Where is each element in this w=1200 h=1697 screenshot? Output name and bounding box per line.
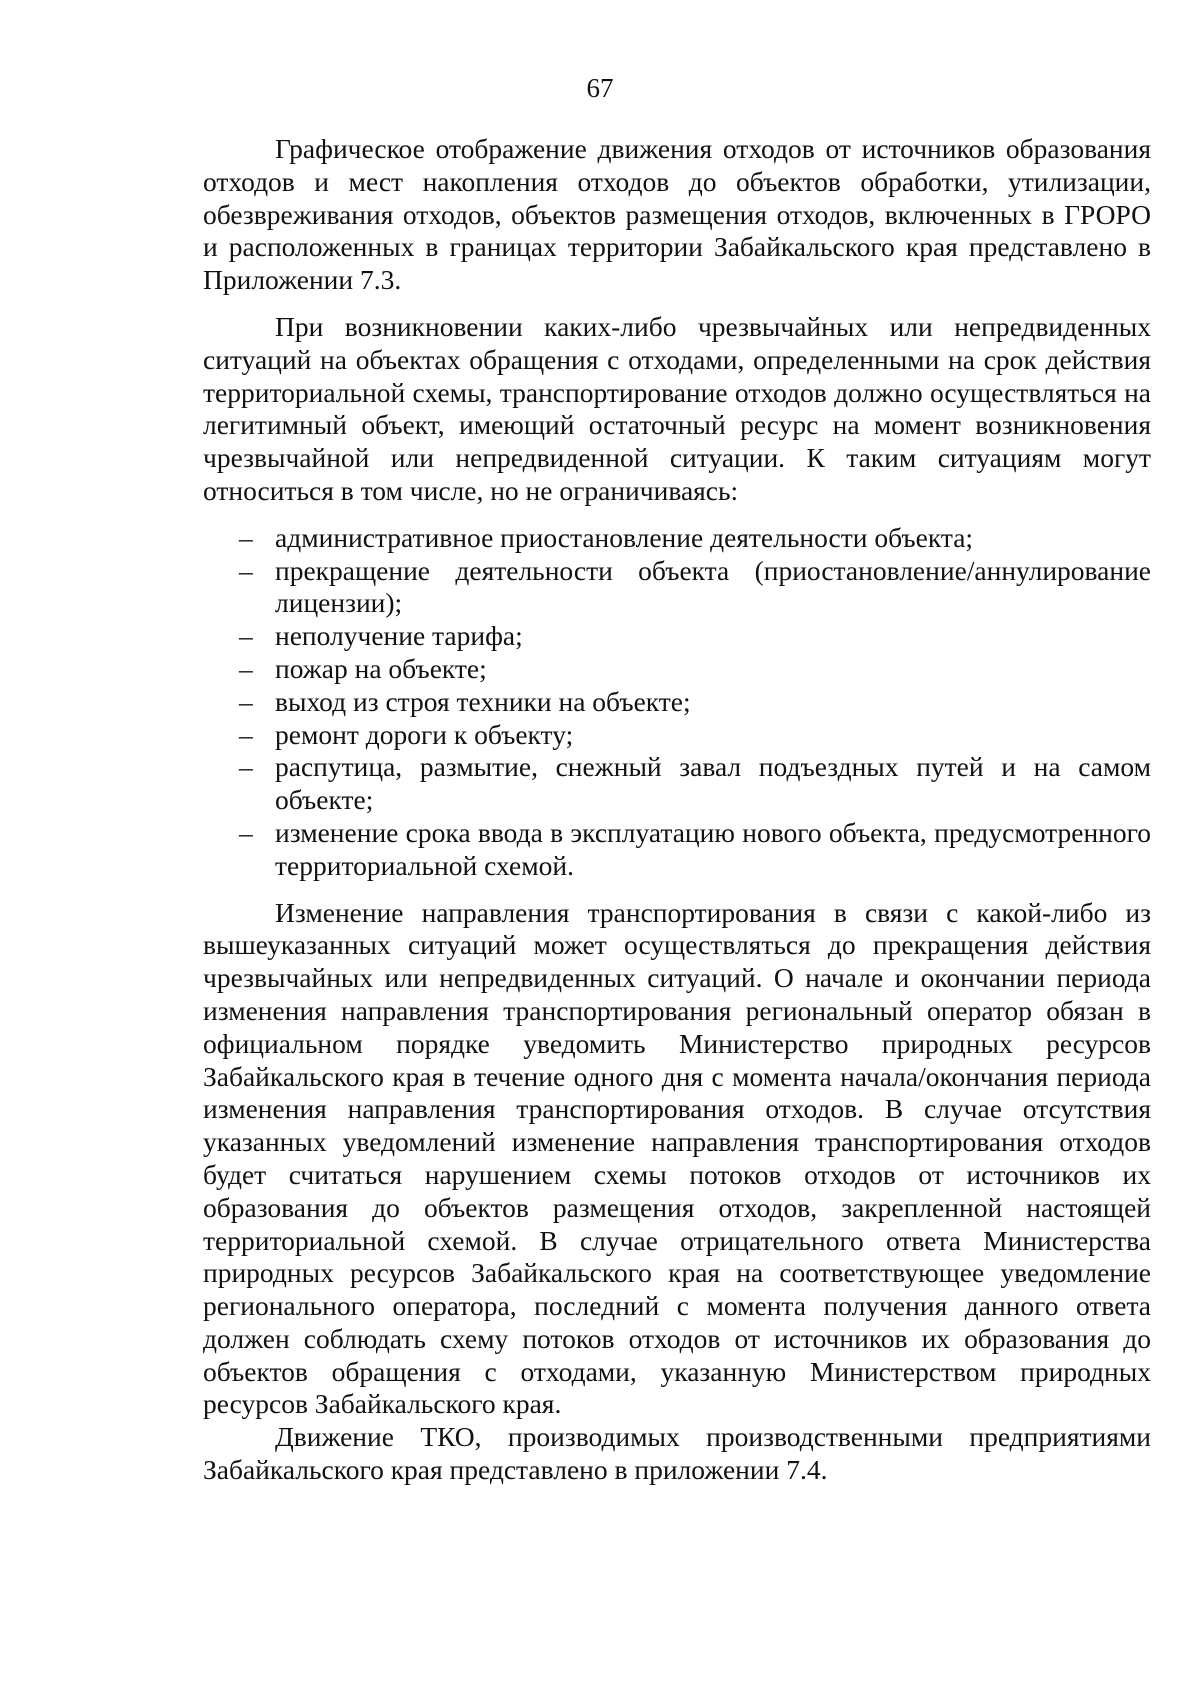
dash-marker: –: [239, 554, 253, 586]
list-item-text: распутица, размытие, снежный завал подъездных путей и на самом объекте;: [275, 751, 1151, 816]
list-item-text: ремонт дороги к объекту;: [275, 718, 574, 750]
dash-marker: –: [239, 652, 253, 684]
paragraph-graphic-display: Графическое отображение движения отходов от источников образования отходов и мест накопления отходов до объектов обработки, утилизации, обезвреживания отходов, объектов размещения отходов, включенных в ГРОРО и расположенных в границах территории Забайкальского края представлено в Приложении 7.3.: [203, 133, 1151, 296]
dash-marker: –: [239, 816, 253, 848]
list-item: [203, 719, 1151, 752]
dash-marker: –: [239, 718, 253, 750]
situations-list: [203, 522, 1151, 883]
page-content: [203, 133, 1151, 1487]
paragraph-emergency-situations: При возникновении каких-либо чрезвычайных или непредвиденных ситуаций на объектах обращения с отходами, определенными на срок действия территориальной схемы, транспортирование отходов должно осуществляться на легитимный объект, имеющий остаточный ресурс на момент возникновения чрезвычайной или непредвиденной ситуации. К таким ситуациям могут относиться в том числе, но не ограничиваясь:: [203, 310, 1151, 506]
list-item: [203, 817, 1151, 883]
dash-marker: –: [239, 521, 253, 553]
list-item-text: пожар на объекте;: [275, 652, 487, 684]
dash-marker: –: [239, 620, 253, 652]
list-item-text: административное приостановление деятельности объекта;: [275, 521, 974, 553]
dash-marker: –: [239, 751, 253, 783]
list-item: [203, 555, 1151, 621]
list-item-text: изменение срока ввода в эксплуатацию нового объекта, предусмотренного территориальной схемой.: [275, 816, 1151, 881]
list-item-text: выход из строя техники на объекте;: [275, 685, 691, 717]
list-item: [203, 620, 1151, 653]
list-item-text: прекращение деятельности объекта (приостановление/аннулирование лицензии);: [275, 554, 1151, 619]
list-item: [203, 522, 1151, 555]
paragraph-tko-movement: Движение ТКО, производимых производственными предприятиями Забайкальского края представлено в приложении 7.4.: [203, 1421, 1151, 1486]
list-item-text: неполучение тарифа;: [275, 620, 523, 652]
dash-marker: –: [239, 685, 253, 717]
list-item: [203, 751, 1151, 817]
paragraph-direction-change: Изменение направления транспортирования в связи с какой-либо из вышеуказанных ситуаций может осуществляться до прекращения действия чрезвычайных или непредвиденных ситуаций. О начале и окончании периода изменения направления транспортирования региональный оператор обязан в официальном порядке уведомить Министерство природных ресурсов Забайкальского края в течение одного дня с момента начала/окончания периода изменения направления транспортирования отходов. В случае отсутствия указанных уведомлений изменение направления транспортирования отходов будет считаться нарушением схемы потоков отходов от источников их образования до объектов размещения отходов, закрепленной настоящей территориальной схемой. В случае отрицательного ответа Министерства природных ресурсов Забайкальского края на соответствующее уведомление регионального оператора, последний с момента получения данного ответа должен соблюдать схему потоков отходов от источников их образования до объектов обращения с отходами, указанную Министерством природных ресурсов Забайкальского края.: [203, 896, 1151, 1420]
page-number: 67: [586, 73, 614, 103]
list-item: [203, 653, 1151, 686]
list-item: [203, 686, 1151, 719]
